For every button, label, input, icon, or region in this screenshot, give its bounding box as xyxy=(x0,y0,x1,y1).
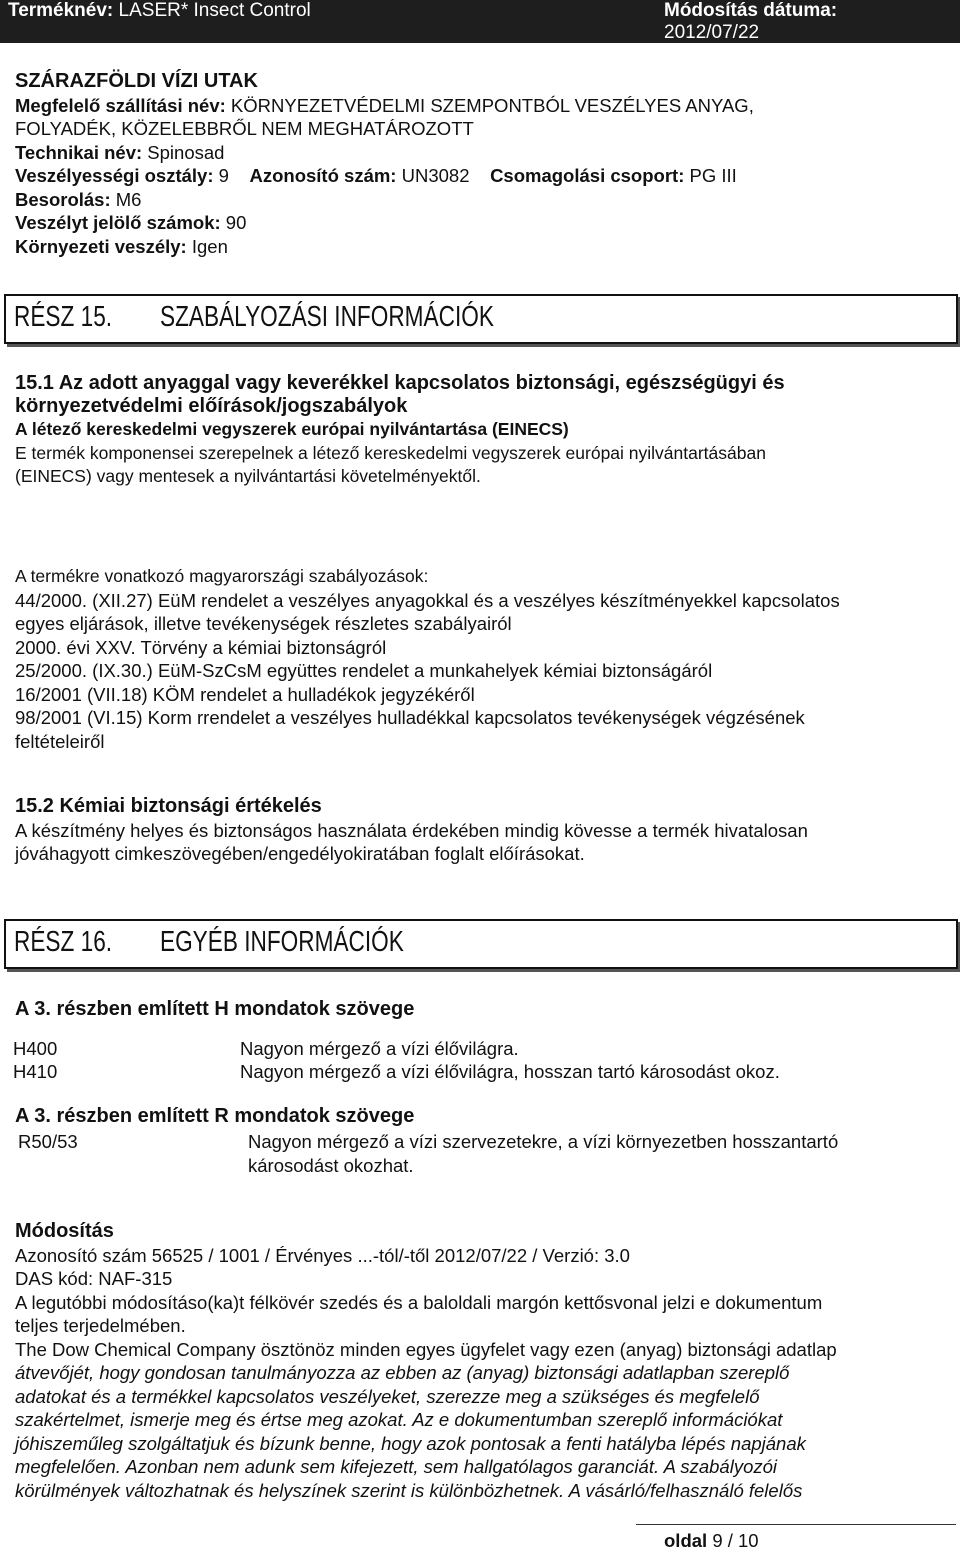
hu-line: feltételeiről xyxy=(15,730,105,752)
environmental-hazard: Környezeti veszély: Igen xyxy=(15,235,228,257)
revision-title: Módosítás xyxy=(15,1220,114,1242)
r-statements-title: A 3. részben említett R mondatok szövege xyxy=(15,1105,415,1127)
page-number: oldal 9 / 10 xyxy=(664,1530,759,1551)
sub-15-1-title: 15.1 Az adott anyaggal vagy keverékkel kapcsolatos biztonsági, egészségügyi és xyxy=(15,372,785,394)
hu-line: egyes eljárások, illetve tevékenységek részletes szabályairól xyxy=(15,613,512,634)
hu-line: 98/2001 (VI.15) Korm rrendelet a veszélyes hulladékkal kapcsolatos tevékenységek végzésének xyxy=(15,707,805,728)
section-16-number: RÉSZ 16. xyxy=(14,926,113,958)
sub-15-2-text-1: A készítmény helyes és biztonságos használata érdekében mindig kövesse a termék hivatalosan xyxy=(15,819,808,841)
shipping-name: Megfelelő szállítási név: KÖRNYEZETVÉDELMI SZEMPONTBÓL VESZÉLYES ANYAG, xyxy=(15,94,754,116)
einecs-title: A létező kereskedelmi vegyszerek európai nyilvántartása (EINECS) xyxy=(15,419,569,439)
sub-15-2-title: 15.2 Kémiai biztonsági értékelés xyxy=(15,795,322,817)
hungarian-regulations xyxy=(15,565,840,753)
transport-title: SZÁRAZFÖLDI VÍZI UTAK xyxy=(15,70,258,92)
disclaimer-line: szakértelmet, ismerje meg és értse meg azokat. Az e dokumentumban szereplő információkat xyxy=(15,1409,783,1430)
sub-15-1-title-cont: környezetvédelmi előírások/jogszabályok xyxy=(15,394,408,417)
technical-name: Technikai név: Spinosad xyxy=(15,141,225,163)
section-15-2 xyxy=(15,795,808,866)
section-16-header xyxy=(4,919,958,969)
hu-line: 25/2000. (IX.30.) EüM-SzCsM együttes rendelet a munkahelyek kémiai biztonságáról xyxy=(15,660,713,681)
einecs-text-2: (EINECS) vagy mentesek a nyilvántartási követelményektől. xyxy=(15,466,481,486)
revision-date: 2012/07/22 xyxy=(664,22,760,43)
section-16-title: EGYÉB INFORMÁCIÓK xyxy=(160,926,404,958)
transport-block xyxy=(15,70,754,258)
hu-title: A termékre vonatkozó magyarországi szabályozások: xyxy=(15,566,429,586)
disclaimer-line: megfelelően. Azonban nem adunk sem kifejezett, sem hallgatólagos garanciát. A szabályozói xyxy=(15,1456,778,1477)
revision-block xyxy=(15,1220,837,1502)
disclaimer-line: adatokat és a termékkel kapcsolatos veszélyeket, szerezze meg a szükséges és megfelelő xyxy=(15,1385,760,1407)
footer-divider xyxy=(636,1524,956,1525)
h-code: H410 xyxy=(13,1061,58,1082)
section-15-1 xyxy=(15,372,785,489)
hu-line: 2000. évi XXV. Törvény a kémiai biztonságról xyxy=(15,636,387,658)
section-15-header xyxy=(4,294,958,344)
shipping-name-cont: FOLYADÉK, KÖZELEBBRŐL NEM MEGHATÁROZOTT xyxy=(15,118,474,139)
r-code: R50/53 xyxy=(18,1131,78,1152)
einecs-text-1: E termék komponensei szerepelnek a létező kereskedelmi vegyszerek európai nyilvántartásában xyxy=(15,442,766,463)
revision-line: Azonosító szám 56525 / 1001 / Érvényes ...-tól/-től 2012/07/22 / Verzió: 3.0 xyxy=(15,1244,630,1266)
r-text-1: Nagyon mérgező a vízi szervezetekre, a vízi környezetben hosszantartó xyxy=(248,1131,839,1152)
revision-line: The Dow Chemical Company ösztönöz minden egyes ügyfelet vagy ezen (anyag) biztonsági adatlap xyxy=(15,1338,837,1360)
hu-line: 16/2001 (VII.18) KÖM rendelet a hulladékok jegyzékéről xyxy=(15,683,475,705)
product-name: Terméknév: LASER* Insect Control xyxy=(8,0,311,21)
class-row: Veszélyességi osztály: 9 Azonosító szám: UN3082 Csomagolási csoport: PG III xyxy=(15,165,737,186)
section-15-title: SZABÁLYOZÁSI INFORMÁCIÓK xyxy=(160,301,494,333)
h-code: H400 xyxy=(13,1038,58,1059)
classification: Besorolás: M6 xyxy=(15,188,142,210)
h-text: Nagyon mérgező a vízi élővilágra. xyxy=(240,1038,519,1059)
hu-line: 44/2000. (XII.27) EüM rendelet a veszélyes anyagokkal és a veszélyes készítményekkel kapcsolatos xyxy=(15,589,840,611)
h-text: Nagyon mérgező a vízi élővilágra, hosszan tartó károsodást okoz. xyxy=(240,1061,780,1082)
hazard-numbers: Veszélyt jelölő számok: 90 xyxy=(15,212,247,233)
revision-line: DAS kód: NAF-315 xyxy=(15,1268,173,1289)
disclaimer-line: körülmények változhatnak és helyszínek szerint is különbözhetnek. A vásárló/felhasználó felelős xyxy=(15,1479,803,1501)
disclaimer-line: jóhiszeműleg szolgáltatjuk és bízunk benne, hogy azok pontosak a fenti hatályba lépés napjának xyxy=(15,1432,806,1454)
page-header xyxy=(0,0,960,43)
h-statements-title: A 3. részben említett H mondatok szövege xyxy=(15,998,415,1020)
revision-line: teljes terjedelmében. xyxy=(15,1315,186,1336)
disclaimer-line: átvevőjét, hogy gondosan tanulmányozza az ebben az (anyag) biztonsági adatlapban szereplő xyxy=(15,1362,790,1383)
sub-15-2-text-2: jóváhagyott cimkeszövegében/engedélyokiratában foglalt előírásokat. xyxy=(15,843,585,864)
revision-line: A legutóbbi módosításo(ka)t félkövér szedés és a baloldali margón kettősvonal jelzi e dokumentum xyxy=(15,1291,823,1313)
section-15-number: RÉSZ 15. xyxy=(14,301,113,333)
revision-label: Módosítás dátuma: xyxy=(664,0,838,21)
r-text-2: károsodást okozhat. xyxy=(248,1155,414,1176)
